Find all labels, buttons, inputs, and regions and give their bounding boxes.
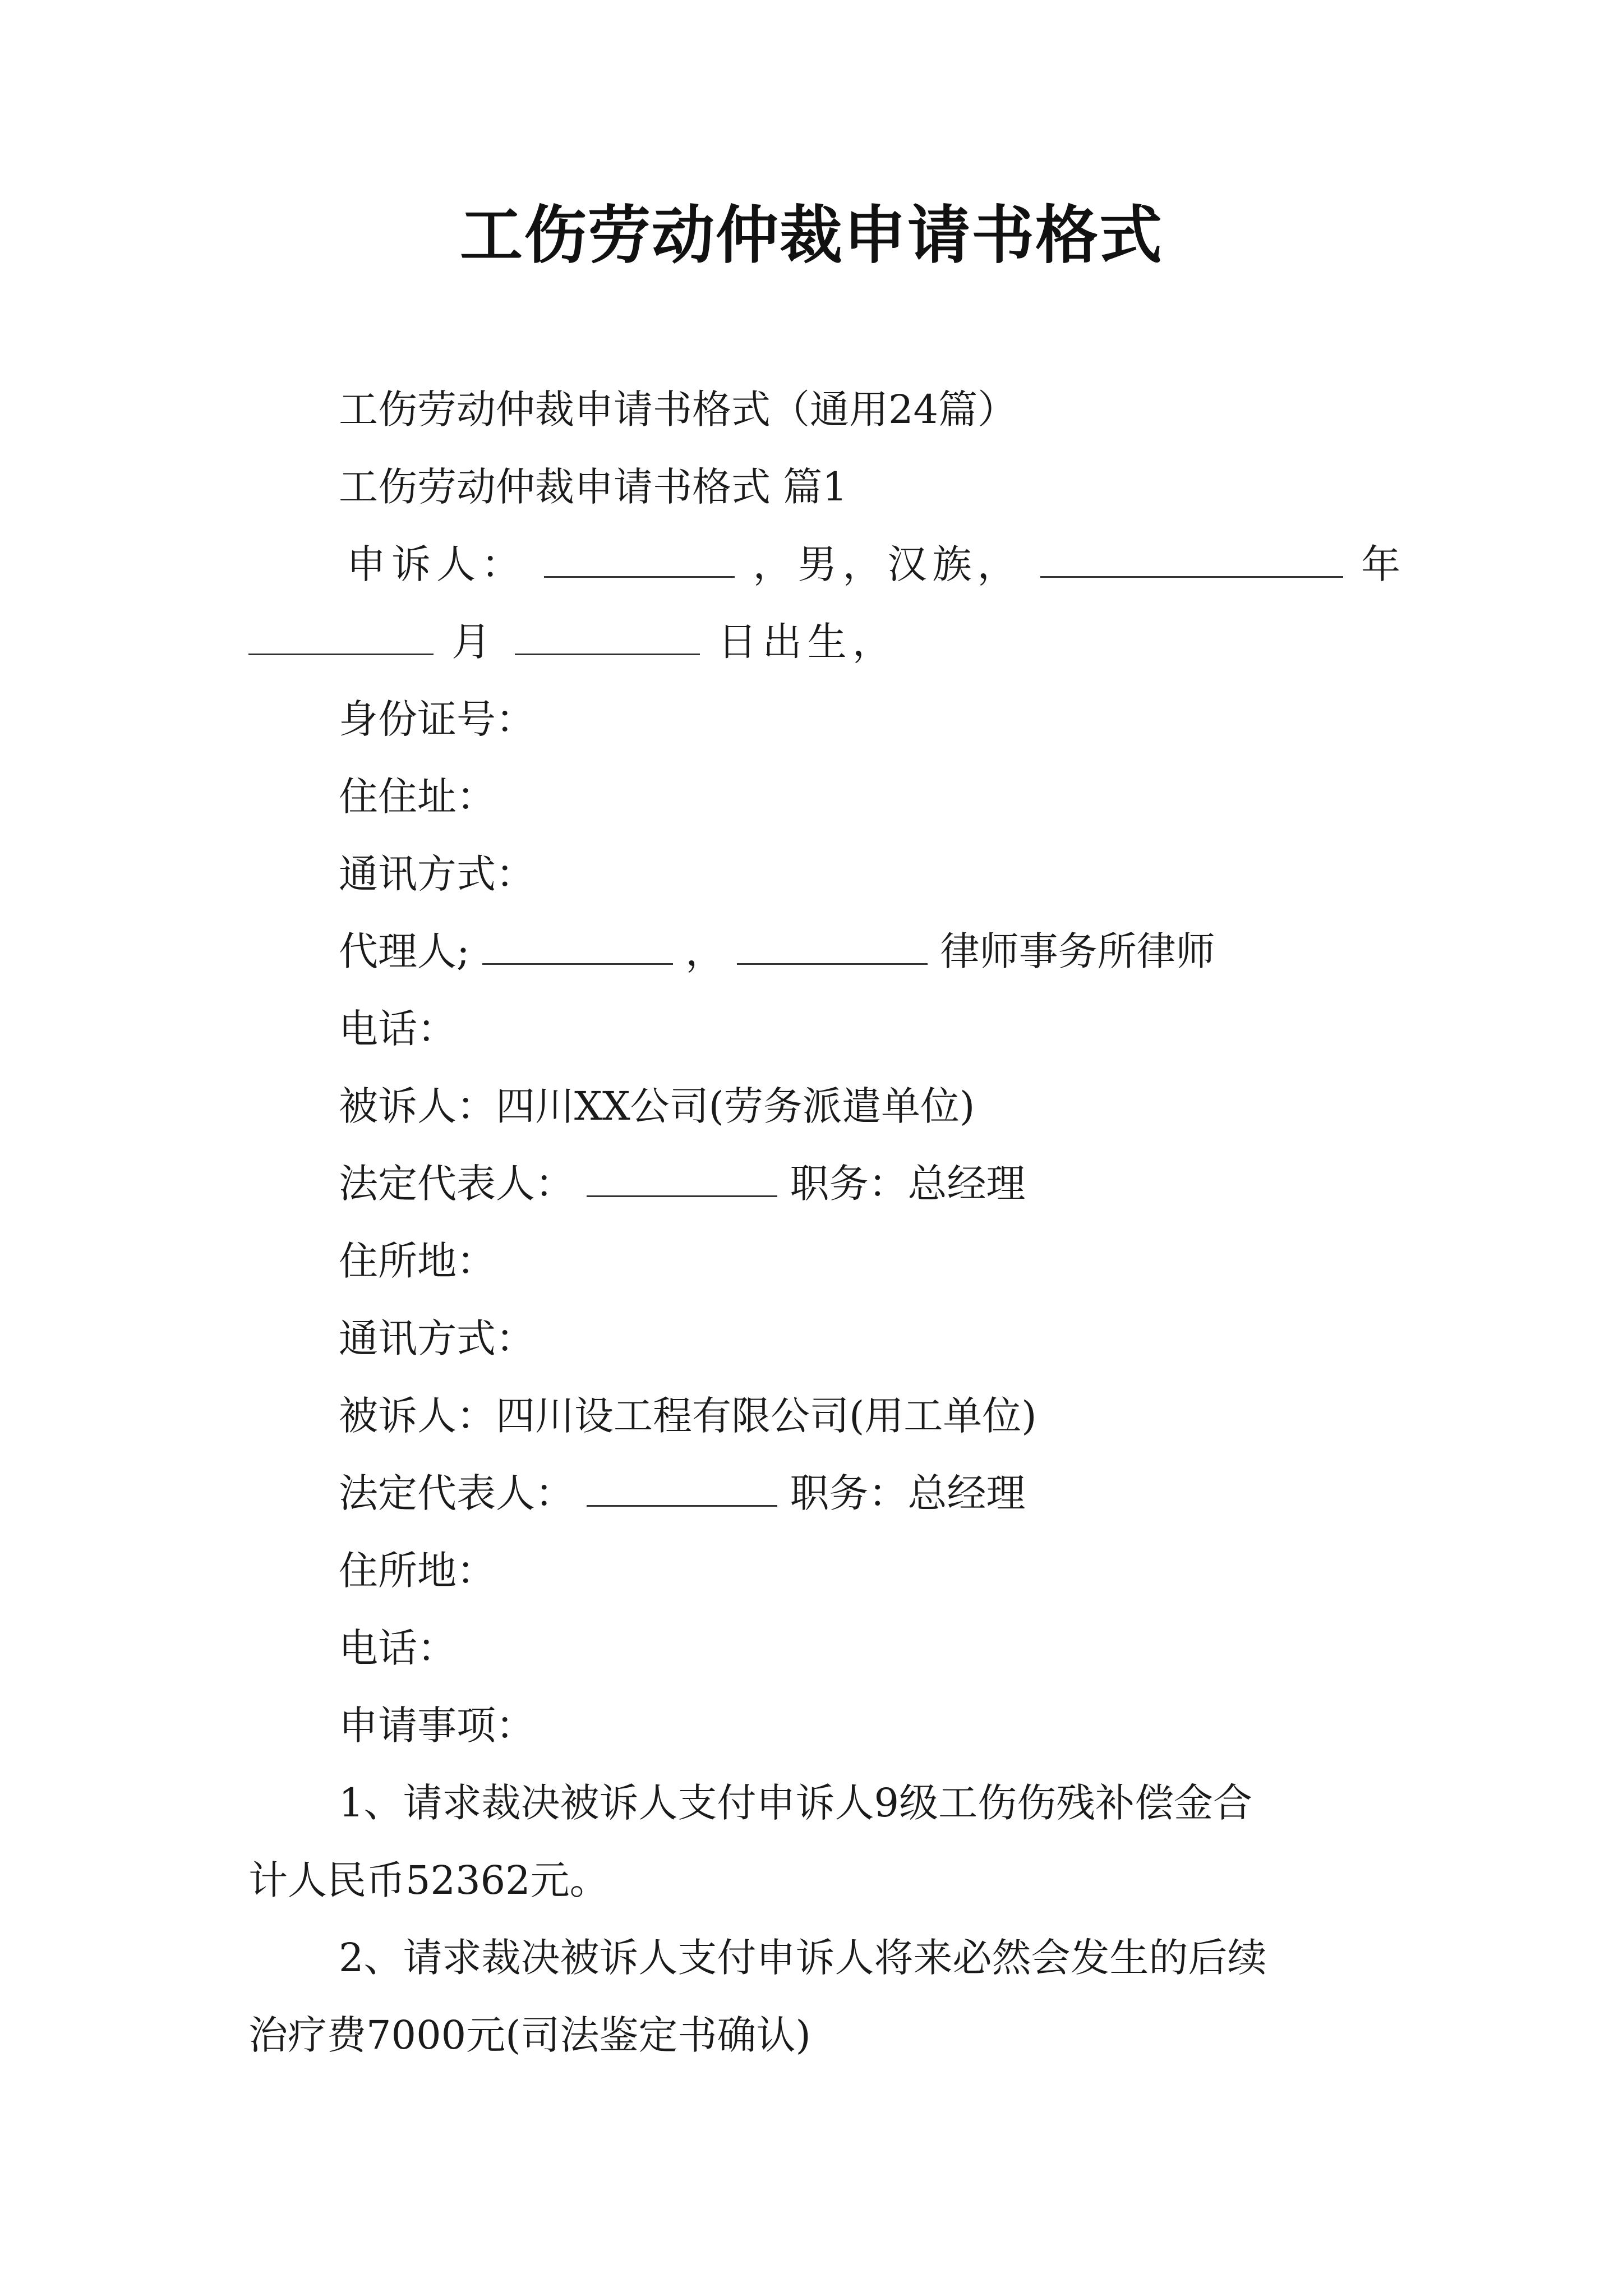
agent-comma: ， <box>685 928 725 974</box>
respondent2-legal-rep-line <box>339 1465 1026 1521</box>
document-title: 工伤劳动仲裁申请书格式 <box>460 199 1163 272</box>
respondent2-label: 被诉人：四川设工程有限公司(用工单位) <box>339 1393 1037 1439</box>
respondent1-position: 职务：总经理 <box>790 1161 1026 1207</box>
applicant-gender-ethnicity: ，男，汉族， <box>753 541 1022 587</box>
applicant-label: 申诉人： <box>347 541 526 587</box>
respondent1-contact-label: 通讯方式： <box>339 1315 535 1361</box>
respondent1-legal-rep-label: 法定代表人： <box>339 1161 574 1207</box>
phone-label: 电话： <box>339 1006 457 1052</box>
id-number-label: 身份证号： <box>339 696 535 742</box>
respondent2-position: 职务：总经理 <box>790 1470 1026 1516</box>
respondent2-phone-label: 电话： <box>339 1625 457 1671</box>
request-2-line-2: 治疗费7000元(司法鉴定书确认) <box>248 2012 811 2058</box>
agent-name-blank <box>482 924 673 965</box>
birth-date-line <box>248 614 897 670</box>
request-1-line-2: 计人民币52362元。 <box>248 1857 609 1903</box>
document-subtitle: 工伤劳动仲裁申请书格式（通用24篇） <box>339 386 1017 432</box>
request-2-line-1: 2、请求裁决被诉人支付申诉人将来必然会发生的后续 <box>339 1935 1267 1981</box>
agent-line <box>339 923 1215 979</box>
birth-day-suffix: 日出生， <box>717 619 897 665</box>
respondent2-legal-rep-label: 法定代表人： <box>339 1470 574 1516</box>
respondent2-legal-rep-blank <box>587 1466 777 1507</box>
request-1-line-1: 1、请求裁决被诉人支付申诉人9级工伤伤残补偿金合 <box>339 1780 1253 1826</box>
birth-month-blank <box>248 614 434 655</box>
address-label: 住住址： <box>339 774 496 820</box>
birth-year-suffix: 年 <box>1361 541 1407 587</box>
applicant-line <box>347 536 1406 592</box>
respondent1-domicile-label: 住所地： <box>339 1238 496 1284</box>
respondent1-legal-rep-line <box>339 1156 1026 1212</box>
law-firm-blank <box>737 924 928 965</box>
requests-label: 申请事项： <box>339 1703 535 1749</box>
birth-day-blank <box>515 614 700 655</box>
respondent2-domicile-label: 住所地： <box>339 1548 496 1594</box>
agent-label: 代理人; <box>339 928 470 974</box>
respondent1-legal-rep-blank <box>587 1156 777 1197</box>
section-heading: 工伤劳动仲裁申请书格式 篇1 <box>339 464 847 510</box>
birth-year-blank <box>1040 537 1343 578</box>
birth-month-suffix: 月 <box>451 619 497 665</box>
law-firm-suffix: 律师事务所律师 <box>940 928 1215 974</box>
respondent1-label: 被诉人：四川XX公司(劳务派遣单位) <box>339 1083 975 1129</box>
applicant-name-blank <box>544 537 735 578</box>
contact-label: 通讯方式： <box>339 851 535 897</box>
